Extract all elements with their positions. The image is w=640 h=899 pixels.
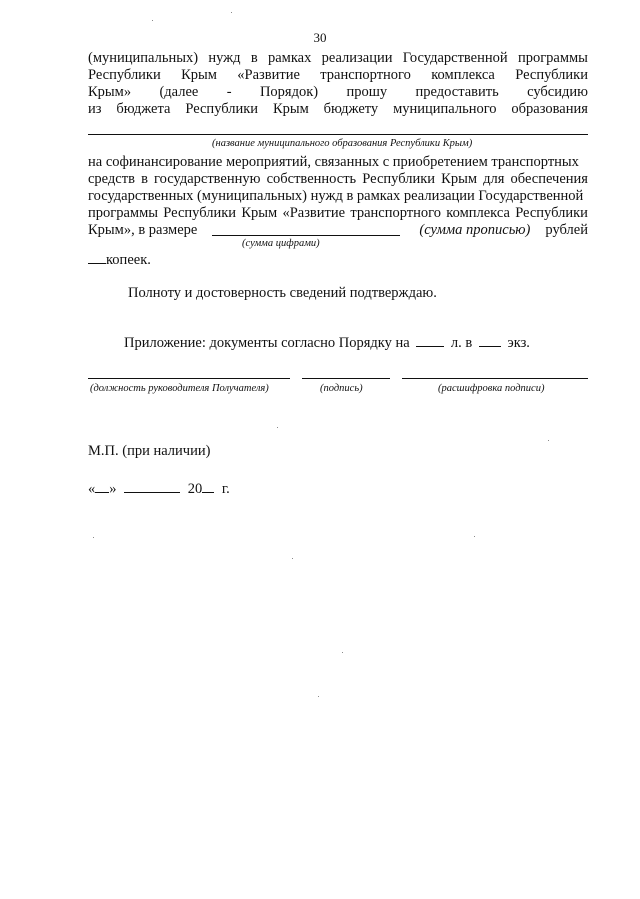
request-word: (муниципальных) <box>88 50 199 66</box>
request-line-3 <box>88 84 588 101</box>
request-word: Республики <box>515 67 588 83</box>
purpose-line-5 <box>88 222 588 239</box>
kopecks-label: копеек. <box>106 252 151 268</box>
request-word: муниципального <box>393 101 497 117</box>
request-word: Государственной <box>402 50 508 66</box>
request-word: субсидию <box>527 84 588 100</box>
request-word: транспортного <box>320 67 411 83</box>
scan-speck <box>231 12 232 13</box>
purpose-word: государственную <box>154 171 261 187</box>
purpose-word: средств <box>88 171 135 187</box>
purpose-word: транспортного <box>350 205 441 221</box>
rubles-label: рублей <box>545 222 588 238</box>
stamp-text: М.П. (при наличии) <box>88 443 211 459</box>
request-word: прошу <box>346 84 388 100</box>
attachment-copies-field[interactable] <box>479 333 501 347</box>
purpose-word: Крым <box>241 205 278 221</box>
municipality-caption: (название муниципального образования Республики Крым) <box>212 138 473 149</box>
purpose-word: Крым <box>441 171 477 187</box>
scan-speck <box>318 696 319 697</box>
purpose-word: комплекса <box>446 205 510 221</box>
request-word: - <box>226 84 232 100</box>
request-word: в <box>250 50 258 66</box>
request-word: образования <box>511 101 588 117</box>
purpose-word: обеспечения <box>510 171 588 187</box>
date-year-field[interactable] <box>202 479 214 493</box>
sum-digits-caption: (сумма цифрами) <box>242 238 320 249</box>
date-line <box>88 479 230 498</box>
request-word: комплекса <box>431 67 495 83</box>
amount-written-label: (сумма прописью) <box>419 222 531 238</box>
purpose-word: Республики <box>362 171 436 187</box>
scan-speck <box>93 537 94 538</box>
date-day-field[interactable] <box>95 479 109 493</box>
purpose-line-4 <box>88 205 588 222</box>
request-word: (далее <box>159 84 199 100</box>
confirmation-text: Полноту и достоверность сведений подтверждаю. <box>128 285 437 301</box>
attachment-line <box>124 333 530 352</box>
signature-decoding-caption: (расшифровка подписи) <box>438 383 545 394</box>
request-line-4 <box>88 101 588 118</box>
attachment-suffix: экз. <box>507 335 530 351</box>
scan-speck <box>548 440 549 441</box>
date-close-quote: » <box>109 481 117 497</box>
request-word: «Развитие <box>237 67 300 83</box>
request-word: программы <box>517 50 588 66</box>
purpose-word: «Развитие <box>282 205 346 221</box>
request-word: Крым <box>272 101 309 117</box>
municipality-name-line[interactable] <box>88 134 588 135</box>
request-word: реализации <box>321 50 393 66</box>
position-line[interactable] <box>88 378 290 379</box>
scan-speck <box>342 652 343 653</box>
purpose-word: Республики <box>163 205 237 221</box>
request-word: Республики <box>88 67 161 83</box>
date-open-quote: « <box>88 481 96 497</box>
kopecks-line <box>88 250 151 269</box>
purpose-line-2 <box>88 171 588 188</box>
request-word: бюджету <box>323 101 379 117</box>
position-caption: (должность руководителя Получателя) <box>90 383 269 394</box>
request-line-1 <box>88 50 588 67</box>
scan-speck <box>152 20 153 21</box>
paragraph-purpose <box>88 154 588 239</box>
request-word: рамках <box>267 50 312 66</box>
request-word: Порядок) <box>259 84 319 100</box>
request-word: бюджета <box>116 101 171 117</box>
purpose-word: программы <box>88 205 158 221</box>
request-word: Крым» <box>88 84 132 100</box>
request-word: нужд <box>208 50 241 66</box>
page-number: 30 <box>313 30 327 45</box>
scan-speck <box>277 427 278 428</box>
amount-label: Крым», в размере <box>88 222 198 238</box>
request-word: Республики <box>185 101 259 117</box>
signature-decoding-line[interactable] <box>402 378 588 379</box>
attachment-prefix: Приложение: документы согласно Порядку на <box>124 335 410 351</box>
purpose-line-1: на софинансирование мероприятий, связанных с приобретением транспортных <box>88 154 579 170</box>
kopecks-field[interactable] <box>88 250 106 264</box>
purpose-word: в <box>141 171 148 187</box>
signature-caption: (подпись) <box>320 383 363 394</box>
attachment-middle: л. в <box>450 335 473 351</box>
request-line-2 <box>88 67 588 84</box>
amount-digits-field[interactable] <box>212 222 400 236</box>
purpose-line-3: государственных (муниципальных) нужд в рамках реализации Государственной <box>88 188 584 204</box>
signature-line[interactable] <box>302 378 390 379</box>
attachment-sheets-field[interactable] <box>416 333 444 347</box>
request-word: Крым <box>181 67 217 83</box>
purpose-word: Республики <box>515 205 588 221</box>
date-year-suffix: г. <box>221 481 230 497</box>
paragraph-request <box>88 50 588 118</box>
request-word: предоставить <box>415 84 499 100</box>
date-month-field[interactable] <box>124 479 180 493</box>
date-year-prefix: 20 <box>187 481 203 497</box>
scan-speck <box>292 558 293 559</box>
purpose-word: для <box>483 171 505 187</box>
request-word: из <box>88 101 102 117</box>
purpose-word: собственность <box>266 171 357 187</box>
scan-speck <box>474 536 475 537</box>
